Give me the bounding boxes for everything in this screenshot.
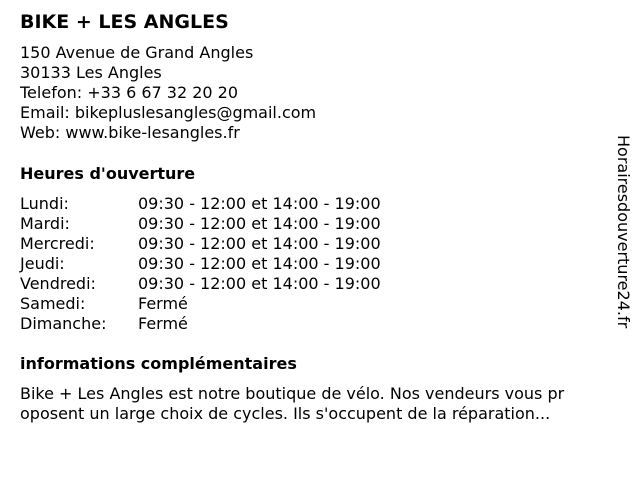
hours-time: 09:30 - 12:00 et 14:00 - 19:00 xyxy=(138,214,381,233)
hours-row-tuesday xyxy=(20,214,381,234)
contact-block xyxy=(20,43,316,143)
email-text: Email: bikepluslesangles@gmail.com xyxy=(20,103,317,122)
hours-time: Fermé xyxy=(138,314,188,333)
info-description xyxy=(20,384,610,424)
hours-time: 09:30 - 12:00 et 14:00 - 19:00 xyxy=(138,254,381,273)
hours-row-saturday xyxy=(20,294,381,314)
hours-day: Dimanche: xyxy=(20,314,107,333)
info-line: Bike + Les Angles est notre boutique de vélo. Nos vendeurs vous pr xyxy=(20,384,565,403)
hours-day: Mardi: xyxy=(20,214,70,233)
hours-row-monday xyxy=(20,194,381,214)
site-watermark xyxy=(612,135,634,371)
website-text: Web: www.bike-lesangles.fr xyxy=(20,123,240,142)
info-line: oposent un large choix de cycles. Ils s'occupent de la réparation... xyxy=(20,404,551,423)
opening-hours-table xyxy=(20,194,381,334)
hours-day: Vendredi: xyxy=(20,274,96,293)
info-heading: informations complémentaires xyxy=(20,354,297,373)
address-street: 150 Avenue de Grand Angles xyxy=(20,43,254,62)
hours-row-wednesday xyxy=(20,234,381,254)
hours-row-sunday xyxy=(20,314,381,334)
hours-row-thursday xyxy=(20,254,381,274)
hours-time: 09:30 - 12:00 et 14:00 - 19:00 xyxy=(138,274,381,293)
hours-time: 09:30 - 12:00 et 14:00 - 19:00 xyxy=(138,234,381,253)
address-city: 30133 Les Angles xyxy=(20,63,162,82)
hours-day: Mercredi: xyxy=(20,234,95,253)
business-name: BIKE + LES ANGLES xyxy=(20,11,229,33)
hours-day: Jeudi: xyxy=(20,254,65,273)
phone-text: Telefon: +33 6 67 32 20 20 xyxy=(20,83,239,102)
hours-day: Lundi: xyxy=(20,194,69,213)
hours-time: Fermé xyxy=(138,294,188,313)
hours-day: Samedi: xyxy=(20,294,86,313)
hours-heading: Heures d'ouverture xyxy=(20,164,196,183)
hours-row-friday xyxy=(20,274,381,294)
watermark-text: Horairesdouverture24.fr xyxy=(614,135,633,329)
hours-time: 09:30 - 12:00 et 14:00 - 19:00 xyxy=(138,194,381,213)
